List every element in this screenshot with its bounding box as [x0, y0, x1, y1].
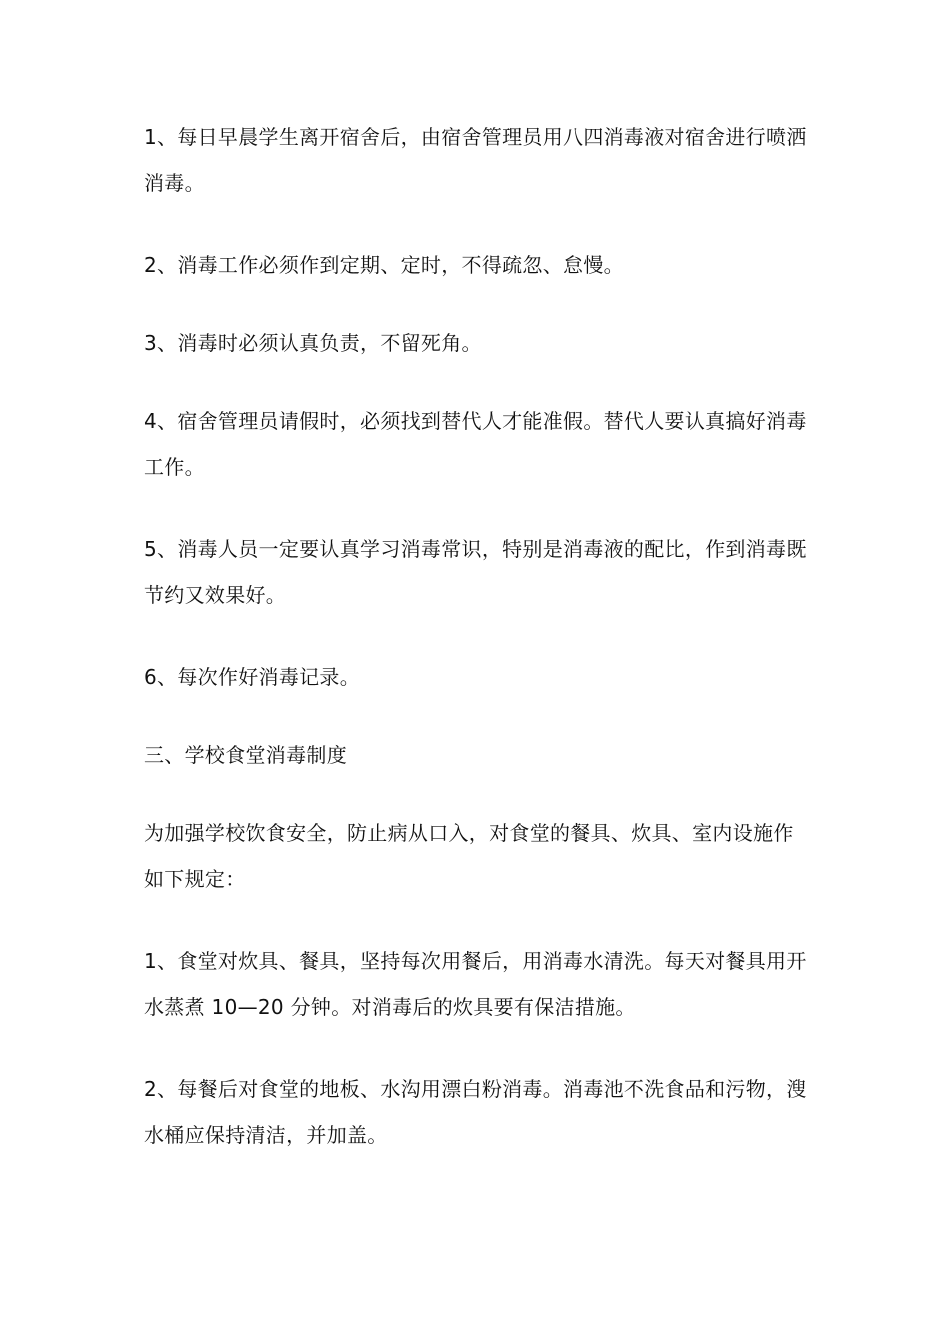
paragraph-dorm-5: 5、消毒人员一定要认真学习消毒常识，特别是消毒液的配比，作到消毒既节约又效果好。	[144, 537, 807, 607]
paragraph-dorm-1: 1、每日早晨学生离开宿舍后，由宿舍管理员用八四消毒液对宿舍进行喷洒消毒。	[144, 125, 807, 195]
paragraph-dorm-6: 6、每次作好消毒记录。	[144, 665, 361, 689]
paragraph-dorm-3: 3、消毒时必须认真负责，不留死角。	[144, 331, 482, 355]
paragraph-canteen-intro: 为加强学校饮食安全，防止病从口入，对食堂的餐具、炊具、室内设施作如下规定：	[144, 821, 794, 891]
paragraph-canteen-2: 2、每餐后对食堂的地板、水沟用漂白粉消毒。消毒池不洗食品和污物，溲水桶应保持清洁，并加盖。	[144, 1077, 807, 1147]
paragraph-dorm-4: 4、宿舍管理员请假时，必须找到替代人才能准假。替代人要认真搞好消毒工作。	[144, 409, 807, 479]
section-heading-canteen: 三、学校食堂消毒制度	[144, 743, 347, 767]
paragraph-canteen-1: 1、食堂对炊具、餐具，坚持每次用餐后，用消毒水清洗。每天对餐具用开水蒸煮 10—20 分钟。对消毒后的炊具要有保洁措施。	[144, 949, 807, 1019]
paragraph-dorm-2: 2、消毒工作必须作到定期、定时，不得疏忽、怠慢。	[144, 253, 624, 277]
